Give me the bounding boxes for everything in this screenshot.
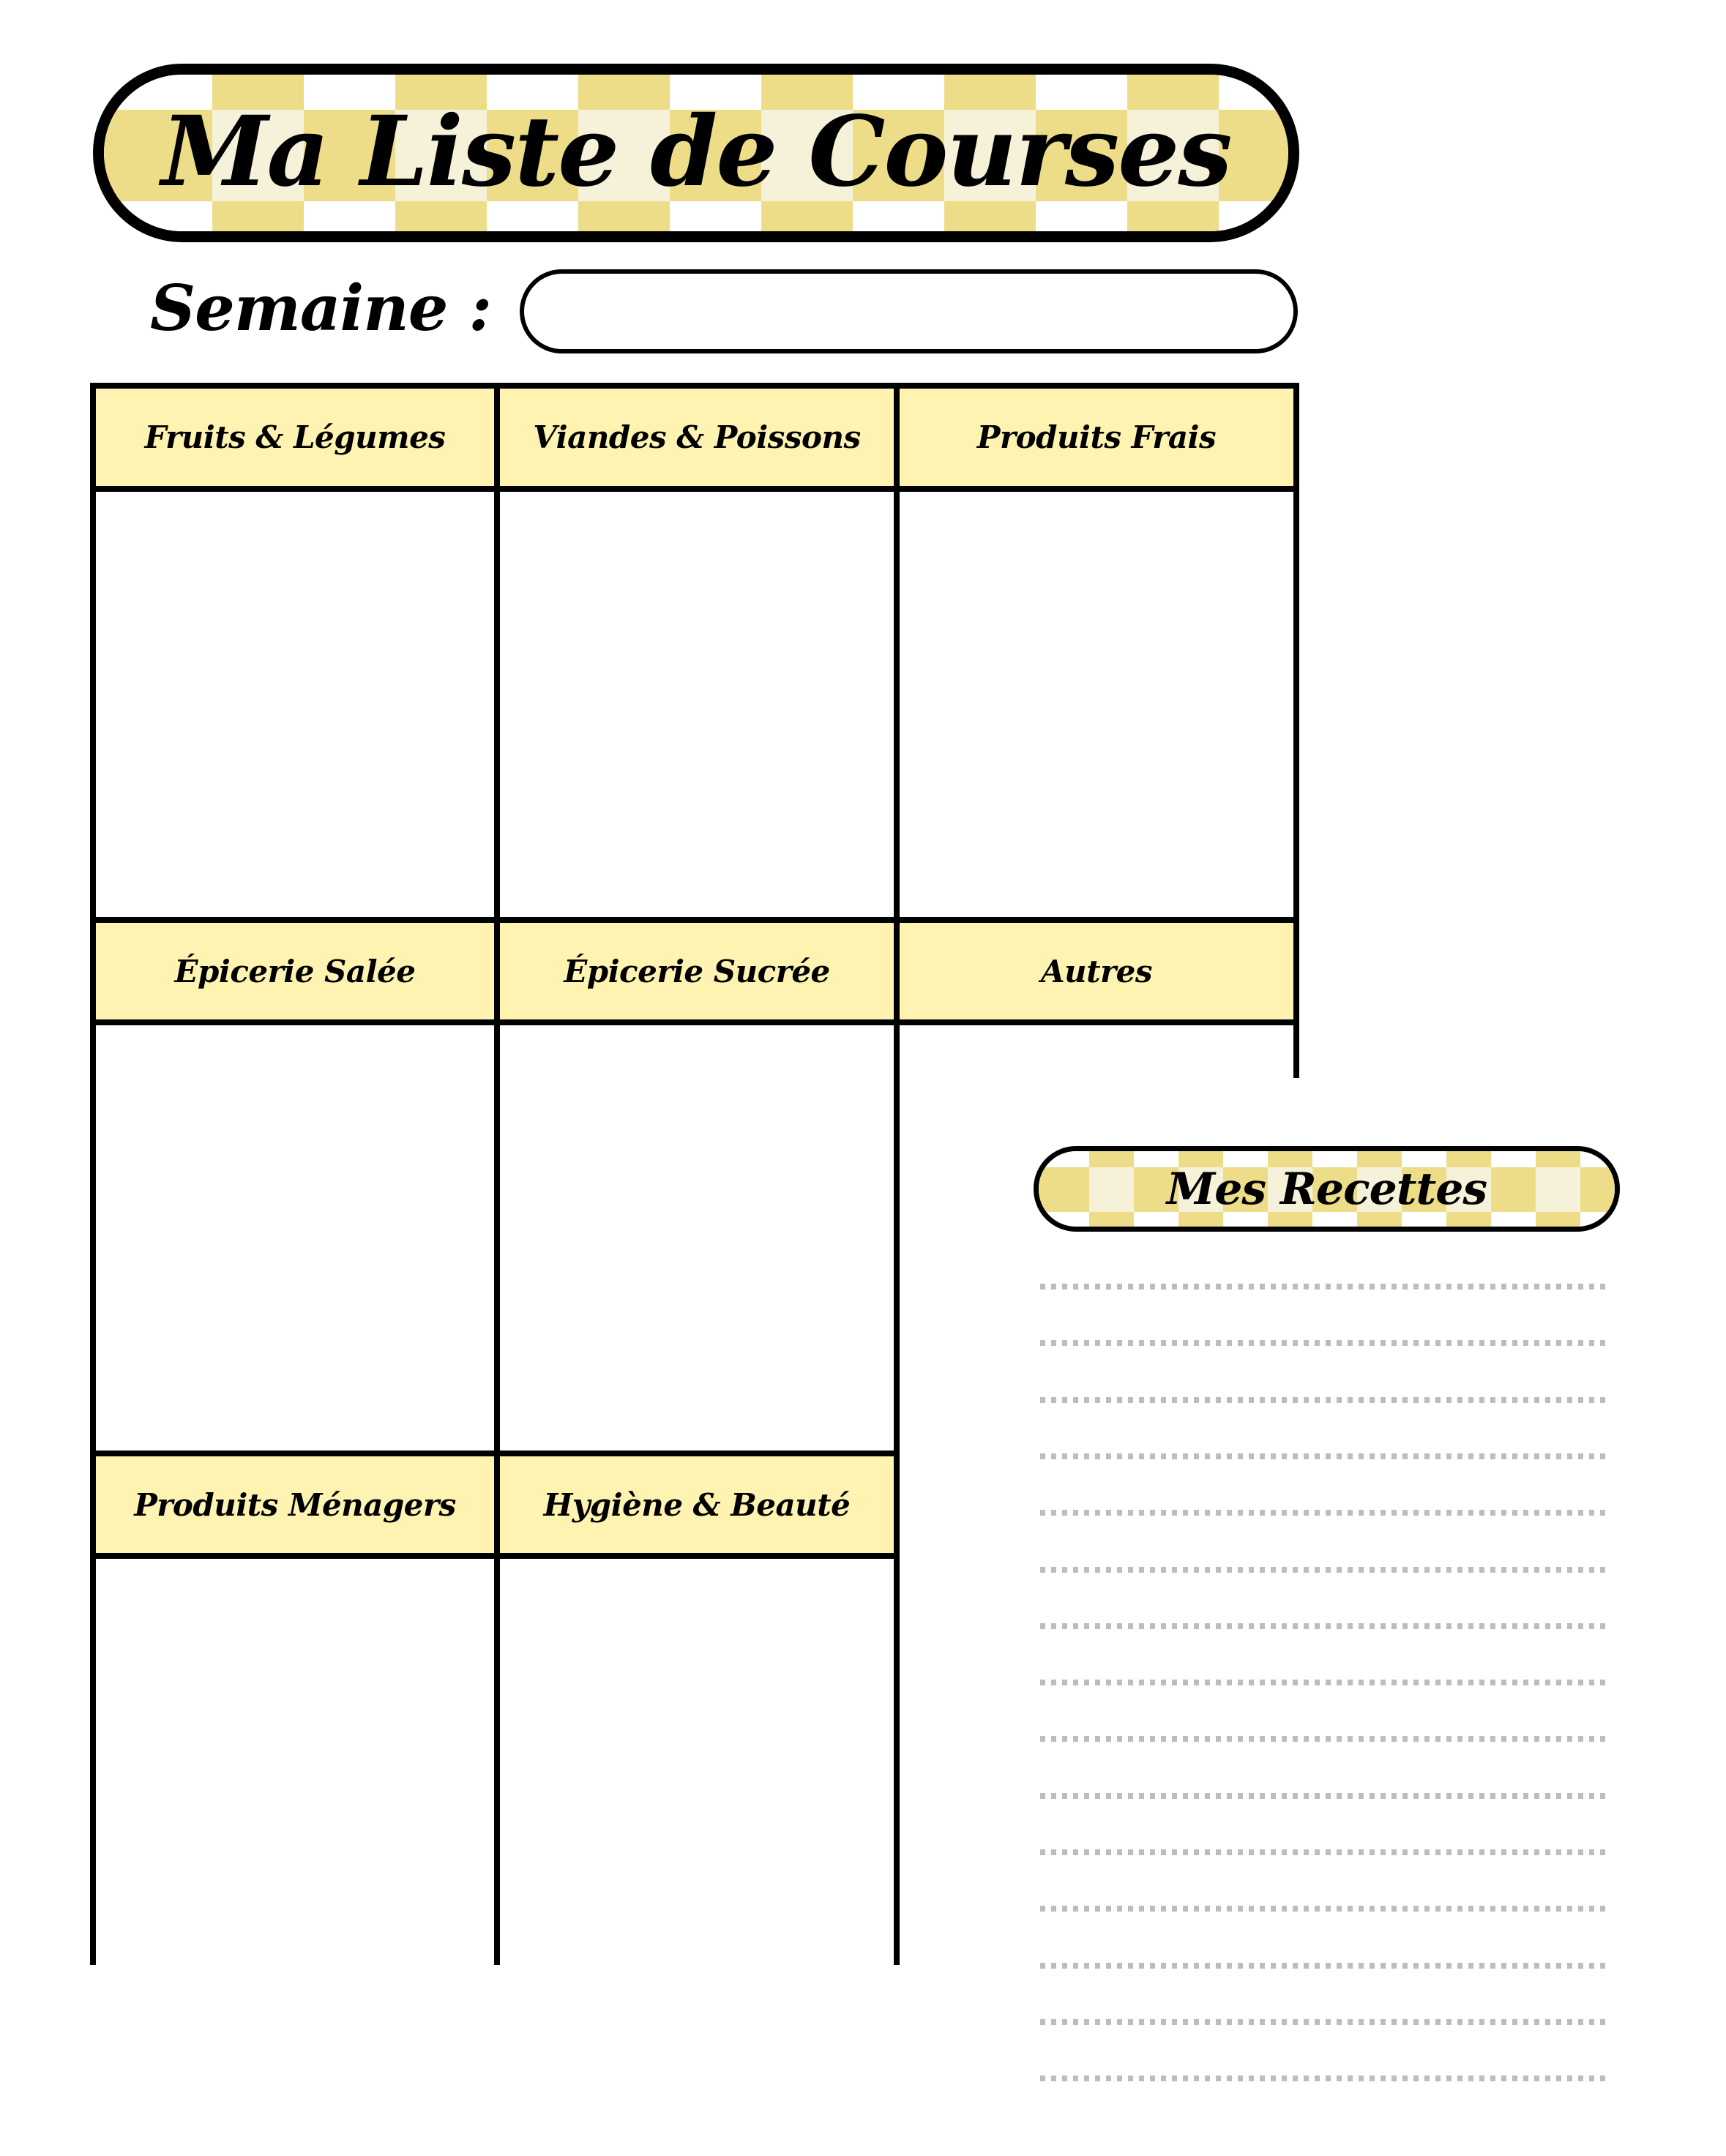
category-header-produits-frais [900,389,1293,486]
grid-border [494,383,500,1965]
recipe-line[interactable] [1040,1453,1609,1459]
category-label: Épicerie Salée [174,953,416,989]
grid-border [90,1019,1299,1025]
recipes-title: Mes Recettes [1166,1164,1487,1215]
category-header-produits-menagers [96,1456,494,1553]
category-header-viandes-poissons [500,389,894,486]
recipe-line[interactable] [1040,2075,1609,2081]
page-title: Ma Liste de Courses [161,95,1231,209]
week-input[interactable] [520,269,1298,353]
recipe-line[interactable] [1040,1963,1609,1969]
recipe-line[interactable] [1040,1284,1609,1290]
category-area-epicerie-salee[interactable] [96,1025,494,1451]
category-area-produits-frais[interactable] [900,492,1293,918]
grid-border [90,486,1299,492]
category-label: Hygiène & Beauté [543,1486,851,1523]
recipe-line[interactable] [1040,2019,1609,2025]
recipe-line[interactable] [1040,1849,1609,1855]
category-label: Produits Ménagers [134,1486,456,1523]
recipe-line[interactable] [1040,1623,1609,1629]
grid-border [90,383,96,1965]
category-label: Autres [1040,953,1153,989]
grid-border [90,383,1299,389]
recipe-line[interactable] [1040,1680,1609,1685]
recipe-line[interactable] [1040,1340,1609,1346]
category-area-hygiene-beaute[interactable] [500,1559,894,1965]
recipe-line[interactable] [1040,1906,1609,1912]
grid-border [90,917,1299,923]
category-header-epicerie-salee [96,923,494,1019]
grid-border [1293,383,1299,1078]
recipe-line[interactable] [1040,1510,1609,1516]
title-banner [93,64,1299,242]
category-header-autres [900,923,1293,1019]
recipe-line[interactable] [1040,1397,1609,1403]
category-header-hygiene-beaute [500,1456,894,1553]
grid-border [894,383,900,1965]
category-area-fruits-legumes[interactable] [96,492,494,918]
category-header-fruits-legumes [96,389,494,486]
recipe-line[interactable] [1040,1793,1609,1799]
category-label: Épicerie Sucrée [564,953,830,989]
recipe-line[interactable] [1040,1567,1609,1573]
category-area-viandes-poissons[interactable] [500,492,894,918]
category-label: Viandes & Poissons [533,419,861,455]
recipe-line[interactable] [1040,1736,1609,1742]
week-label: Semaine : [150,272,492,345]
category-label: Fruits & Légumes [144,419,446,455]
category-area-epicerie-sucree[interactable] [500,1025,894,1451]
recipes-banner [1034,1146,1620,1232]
category-label: Produits Frais [976,419,1217,455]
category-area-autres[interactable] [900,1025,1293,1078]
category-header-epicerie-sucree [500,923,894,1019]
category-area-produits-menagers[interactable] [96,1559,494,1965]
